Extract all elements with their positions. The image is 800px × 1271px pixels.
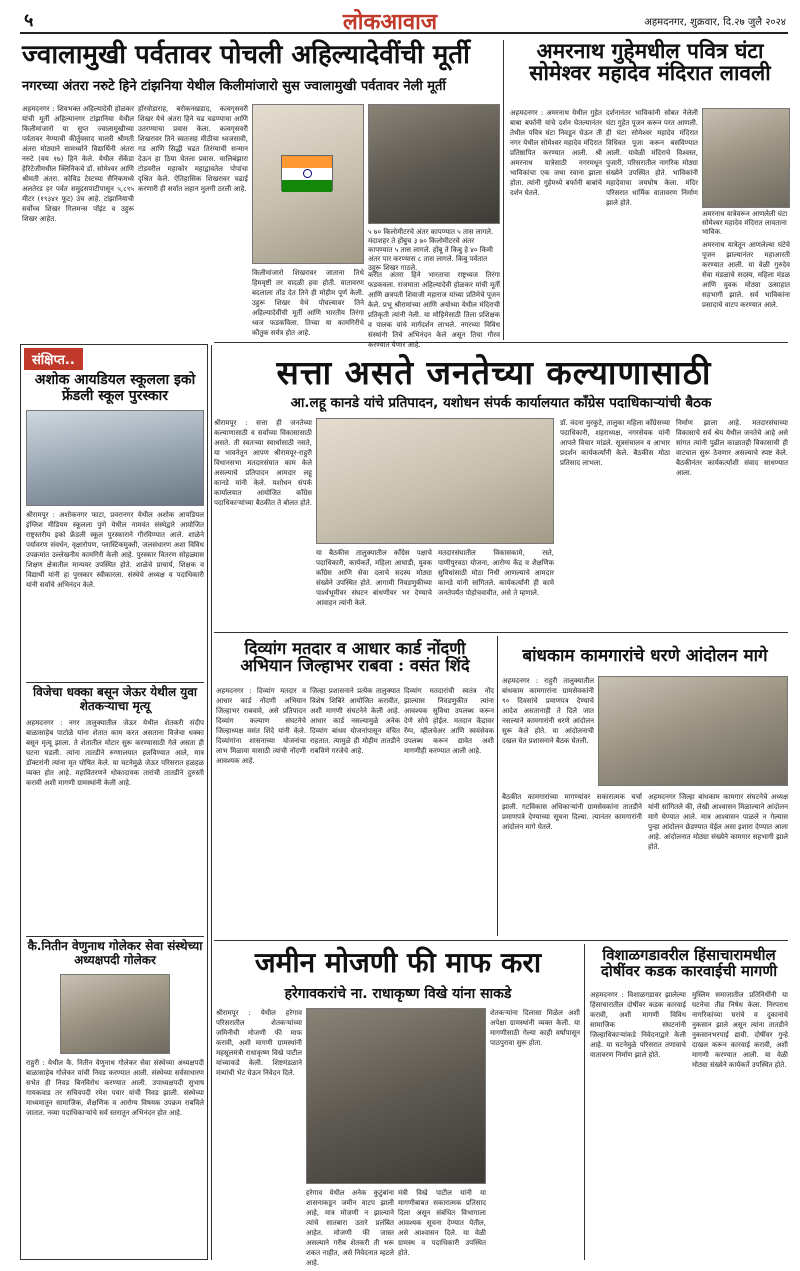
page-number: ५ [24,10,34,31]
voters-body-col3: दिव्यांग मतदारांची स्वतंत्र नोंद झाल्यास निवडणुकीत त्यांना आवश्यक सुविधा उपलब्ध करून देणे सोपे होईल. मतदान केंद्रावर रॅम्प, व्हीलचेअर आणि स्वयंसेवक उपलब्ध करून द्यावेत अशी मागणीही करण्यात आली आहे. [404,687,494,755]
land-headline: जमीन मोजणी फी माफ करा [254,946,542,979]
volcano-body-col3: किलीमांजारो शिखरावर जाताना तिथे हिमवृष्टी तर वादळी हवा होती. वातावरण बदलाला तोंड देत तिने ही मोहीम पूर्ण केली. उहुरू शिखर येथे पोचल्यावर तिने अहिल्यादेवींची मूर्ती आणि भारतीय तिरंगा ध्वज फडकविला. तिच्या या कामगिरीचे कौतुक सर्वत्र होत आहे. [252,269,364,337]
briefs-tag: संक्षिप्त.. [24,348,83,370]
dateline: अहमदनगर, शुक्रवार, दि.२७ जुलै २०२४ [644,17,786,28]
volcano-body-col1: अहमदनगर : शिवभक्त अहिल्यादेवी होळकर यांची मूर्ती अहिल्यानगर टांझानिया येथील किलीमांजारो या सुप्त ज्वालामुखीच्या पर्वतावर नेण्याची कीर्तुवसाद चालरी श्रीमती अंतरा मोठ्याने सामर्थ्याने विद्यार्थिनी अंतरा नरुटे (वय १७) हिने केले. येथील सेंकेंडा हेरिटेजीमधील क्लिनिकचे डॉ. सोमेश्वर आणि श्रीमती अंतरा. कोविड टेस्टच्या सैनिकमध्ये अलतेरड हर पर्वत समुद्रसपाटीपासून ५,८९५ मीटर (१९३४१ फूट) उंच आहे. टांझानियाची सर्वोच्च शिखर गिलमन्स पॉइंट व उहुरू शिखर आहेत. [22,105,134,223]
volcano-body-col2: हॉरवोडाराह, बरोकनखडाद, कत्वगृसवरी शिखर येथे अंतरा हिने चढ चढण्याचा आणि उतरण्याचा प्रवास केला. कत्वगृसवरी शिखरावर तिने स्वतःसह मीठीचा ध्वजसावी, गड आणि सिद्धी चढत तिरंग्याची सन्मान देऊन हा ठिया घेतला प्रवास. चालिबंझारा टोडवरील महाकोर महाद्वावतेल पोपांचा दृश्रित केले. ऐतिहासिक शिखरावर चढाई करणारी ही सर्वात लहान मुलगी ठरली आहे. [138,105,248,193]
workers-body-col1: अहमदनगर : राहुरी तालुक्यातील बांधकाम कामगारांना ग्रामसेवकांनी ९० दिवसांचे प्रमाणपत्र देण्याचे आदेश असतानाही ते दिले जात नसल्याने कामगारांनी धरणे आंदोलन सुरू केले होते. या आंदोलनाची दखल घेत प्रशासनाने बैठक घेतली. [502,677,594,745]
power-body-col1: श्रीरामपूर : सत्ता ही जनतेच्या कल्याणासाठी व सर्वांच्या विकासासाठी असते. ती स्वतःच्या स्वार्थासाठी नसते, या भावनेतून आपण श्रीरामपूर-राहुरी विधानसभा मतदारसंघात काम केले असल्याचे प्रतिपादन आमदार लहू कानडे यांनी केले. यशोधन संपर्क कार्यालयात आयोजित काँग्रेस पदाधिकाऱ्यांच्या बैठकीत ते बोलत होते. [214,419,312,507]
voters-headline: दिव्यांग मतदार व आधार कार्ड नोंदणी अभियान जिल्हाभर राबवा : वसंत शिंदे [240,639,470,676]
land-body-col4: शेतकऱ्यांना दिलासा मिळेल अशी अपेक्षा ग्रामस्थांनी व्यक्त केली. या मागणीसाठी गेल्या काही वर्षांपासून पाठपुरावा सुरू होता. [490,1009,580,1047]
temple-bell-photo [702,108,790,208]
brief3-body: राहुरी : येथील कै. नितीन वेणुनाथ गोलेकर सेवा संस्थेच्या अध्यक्षपदी बाळासाहेब गोलेकर यांची निवड करण्यात आली. संस्थेच्या सर्वसाधारण सभेत ही निवड बिनविरोध करण्यात आली. उपाध्यक्षपदी सुभाष गायकवाड तर सचिवपदी रमेश पवार यांची निवड झाली. संस्थेच्या माध्यमातून सामाजिक, शैक्षणिक व आरोग्य विषयक उपक्रम राबविले जातात. नव्या पदाधिकाऱ्यांचे सर्व स्तरातून अभिनंदन होत आहे. [26,1059,204,1117]
amarnath-body-col3: अमरनाथ यात्रेतून आणलेल्या घंटेचे पूजन झाल्यानंतर महाआरती करण्यात आली. या वेळी गुरुदेव सेवा मंडळाचे सदस्य, महिला मंडळ आणि युवक मोठ्या उत्साहात सहभागी झाले. सर्व भाविकांना प्रसादाचे वाटप करण्यात आले. [702,241,790,309]
brief2-headline: विजेचा धक्का बसून जेऊर येथील युवा शेतकऱ्याचा मृत्यू [32,685,197,713]
summit-photo [368,104,500,224]
masthead [20,6,788,34]
land-body-col2: हरेगाव येथील अनेक कुटुंबांना शासनाकडून जमीन वाटप झाली आहे, मात्र मोजणी न झाल्याने त्यांचे सातबारा उतारे प्रलंबित आहेत. मोजणी फी जास्त असल्याने गरीब शेतकरी ती भरू शकत नाहीत, असे निवेदनात म्हटले आहे. [306,1189,394,1267]
workers-headline: बांधकाम कामगारांचे धरणे आंदोलन मागे [522,646,768,666]
land-body-col1: श्रीरामपूर : येथील हरेगाव परिसरातील शेतकऱ्यांच्या जमिनीची मोजणी फी माफ करावी, अशी मागणी ग्रामस्थांनी महसूलमंत्री राधाकृष्ण विखे पाटील यांच्याकडे केली. शिष्टमंडळाने मंत्र्यांची भेट घेऊन निवेदन दिले. [216,1009,302,1077]
section-rule [214,342,788,343]
brief-rule [26,936,204,937]
column-rule [584,944,585,1260]
voters-body-col2: जिल्हा प्रशासनाने प्रत्येक तालुक्यात विशेष शिबिरे आयोजित करावीत, अशी मागणी संघटनेने केली आहे. आधार कार्ड नसल्यामुळे अनेक दिव्यांग बांधव योजनांपासून वंचित राहतात. त्यामुळे ही मोहीम तातडीने राबविणे गरजेचे आहे. [310,687,400,755]
award-photo [26,410,204,506]
land-subhead: हरेगावकरांचे ना. राधाकृष्ण विखे यांना साकडे [284,986,512,1002]
volcano-subhead: नगरच्या अंतरा नरुटे हिने टांझनिया येथील किलीमांजारो सुस ज्वालामुखी पर्वतावर नेली मूर्ती [22,79,446,94]
paper-name: लोकआवाज [342,9,438,35]
golekar-photo [60,974,170,1054]
section-rule [214,632,788,633]
power-subhead: आ.लहू कानडे यांचे प्रतिपादन, यशोधन संपर्क कार्यालयात काँग्रेस पदाधिकाऱ्यांची बैठक [290,395,712,411]
indian-flag-icon [281,155,333,191]
protest-photo [598,676,788,786]
summit-photo-caption: ५ ७० किलोमीटरचे अंतर कापण्यात ५ तास लागले. मंदाशहर ते होंबुच ३ ७० किलोमीटरचे अंतर कापण्यात ५ तास लागले. होंबू ते किबु हे ४० किमी अंतर पार करण्यास ८ तास लागले. किबु पर्वतात उहुरू शिखर गाठले. [368,228,494,272]
brief-rule [26,682,204,683]
voters-body-col1: अहमदनगर : दिव्यांग मतदार व आधार कार्ड नोंदणी अभियान जिल्हाभर राबवावे, असे प्रतिपादन दिव्यांग कल्याण संघटनेचे जिल्हाध्यक्ष वसंत शिंदे यांनी केले. दिव्यांगांना शासनाच्या योजनांचा लाभ मिळावा यासाठी त्यांची नोंदणी आवश्यक आहे. [216,687,306,765]
workers-body-col2: बैठकीत कामगारांच्या मागण्यांवर सकारात्मक चर्चा झाली. गटविकास अधिकाऱ्यांनी ग्रामसेवकांना तातडीने प्रमाणपत्रे देण्याच्या सूचना दिल्या. त्यानंतर कामगारांनी आंदोलन मागे घेतले. [502,793,642,831]
brief3-headline: कै.नितीन वेणुनाथ गोलेकर सेवा संस्थेच्या अध्यक्षपदी गोलेकर [27,939,203,967]
power-body-col5: निर्माण झाला आहे. मतदारसंघाच्या विकासाचे सर्व श्रेय येथील जनतेचे आहे असे सांगत त्यांनी पुढील काळातही विकासाची ही वाटचाल सुरू ठेवणार असल्याचे स्पष्ट केले. बैठकीनंतर कार्यकर्त्यांशी संवाद साधण्यात आला. [676,419,788,477]
vishalgad-body-col1: अहमदनगर : विशाळगडावर झालेल्या हिंसाचारातील दोषींवर कडक कारवाई करावी, अशी मागणी विविध सामाजिक संघटनांनी जिल्हाधिकाऱ्यांकडे निवेदनाद्वारे केली आहे. या घटनेमुळे परिसरात तणावाचे वातावरण निर्माण झाले होते. [590,991,686,1059]
workers-body-col3: अहमदनगर जिल्हा बांधकाम कामगार संघटनेचे अध्यक्ष यांनी सांगितले की, लेखी आश्वासन मिळाल्याने आंदोलन मागे घेण्यात आले. मात्र आश्वासन पाळले न गेल्यास पुन्हा आंदोलन छेडण्यात येईल असा इशारा देण्यात आला आहे. आंदोलनात मोठ्या संख्येने कामगार सहभागी झाले होते. [648,793,788,851]
power-body-col2: या बैठकीस तालुक्यातील काँग्रेस पक्षाचे पदाधिकारी, कार्यकर्ते, महिला आघाडी, युवक काँग्रेस आणि सेवा दलाचे सदस्य मोठ्या संख्येने उपस्थित होते. आगामी निवडणुकीच्या पार्श्वभूमीवर संघटन बांधणीवर भर देण्याचे आवाहन त्यांनी केले. [316,549,432,607]
meeting-photo [316,418,554,544]
amarnath-body-col1: अहमदनगर : अमरनाथ येथील गुहेत बाबा बर्फानी यांचे दर्शन घेतल्यानंतर तेथील पवित्र घंटा निवडून घेऊन ती नगर येथील सोमेश्वर महादेव मंदिरात प्रतिष्ठापित करण्यात आली. श्री अमरनाथ यात्रेसाठी नगरमधून भाविकांचा एक जथा रवाना झाला होता. त्यांनी गुहेमध्ये बर्फानी बाबांचे दर्शन घेतले. [510,109,602,197]
power-banner: सत्ता असते जनतेच्या कल्याणासाठी [276,353,712,392]
brief2-body: अहमदनगर : नगर तालुक्यातील जेऊर येथील शेतकरी संदीप बाळासाहेब पाटोळे यांना शेतात काम करत असताना विजेचा धक्का बसून मृत्यू झाला. ते शेतातील मोटार सुरू करण्यासाठी गेले असता ही घटना घडली. त्यांना तातडीने रुग्णालयात हलविण्यात आले, मात्र डॉक्टरांनी त्यांना मृत घोषित केले. या घटनेमुळे जेऊर परिसरात हळहळ व्यक्त होत आहे. महावितरणने धोकादायक तारांची तातडीने दुरुस्ती करावी अशी मागणी ग्रामस्थांनी केली आहे. [26,719,204,787]
column-rule [503,40,504,340]
vishalgad-body-col2: मुस्लिम समाजातील प्रतिनिधींनी या घटनेचा तीव्र निषेध केला. निरपराध नागरिकांच्या घरांचे व दुकानांचे नुकसान झाले असून त्यांना तातडीने नुकसानभरपाई द्यावी. दोषींवर गुन्हे दाखल करून कारवाई करावी, अशी मागणी करण्यात आली. या वेळी मोठ्या संख्येने कार्यकर्ते उपस्थित होते. [692,991,788,1069]
volcano-headline: ज्वालामुखी पर्वतावर पोचली अहिल्यादेवींची मूर्ती [22,40,470,70]
amarnath-headline: अमरनाथ गुहेमधील पवित्र घंटा सोमेश्वर महादेव मंदिरात लावली [529,38,771,86]
column-rule [497,636,498,936]
delegation-photo [306,1008,486,1184]
power-body-col4: डॉ. वंदना मुरकुटे, तालुका महिला काँग्रेसच्या पदाधिकारी, शहराध्यक्ष, नगरसेवक यांनी आपले विचार मांडले. सूत्रसंचालन व आभार प्रदर्शन कार्यकर्त्यांनी केले. बैठकीस मोठा प्रतिसाद लाभला. [560,419,670,467]
amarnath-body-col2: दर्शनानंतर भाविकांनी सोबत नेलेली घंटा गुहेत पूजन करून परत आणली. ही घंटा सोमेश्वर महादेव मंदिरात विधिवत पूजा करून बसविण्यात आली. यावेळी मंदिराचे विश्वस्त, पुजारी, परिसरातील नागरिक मोठ्या संख्येने उपस्थित होते. भाविकांनी महादेवाचा जयघोष केला. मंदिर परिसरात धार्मिक वातावरण निर्माण झाले होते. [606,109,698,207]
land-body-col3: मंत्री विखे पाटील यांनी या मागणीबाबत सकारात्मक प्रतिसाद दिला असून संबंधित विभागाला आवश्यक सूचना देण्यात येतील, असे आश्वासन दिले. या वेळी ग्रामस्थ व पदाधिकारी उपस्थित होते. [398,1189,486,1257]
climber-photo [252,104,364,264]
column-rule [211,345,212,1260]
section-rule [214,940,788,941]
brief1-body: श्रीरामपूर : अशोकनगर फाटा, प्रवरानगर येथील अशोक आयडियल इंग्लिश मीडियम स्कूलला पुणे येथील नामवंत संस्थेद्वारे आयोजित राष्ट्रस्तरीय इको फ्रेंडली स्कूल पुरस्काराने गौरविण्यात आले. शाळेने पर्यावरण संवर्धन, वृक्षारोपण, प्लास्टिकमुक्ती, जलसंधारण अशा विविध उपक्रमांत उल्लेखनीय कामगिरी केली आहे. पुरस्कार वितरण सोहळ्यास शिक्षण क्षेत्रातील मान्यवर उपस्थित होते. शाळेचे प्राचार्य, शिक्षक व विद्यार्थी यांनी हा पुरस्कार स्वीकारला. संस्थेचे अध्यक्ष व पदाधिकारी यांनी सर्वांचे अभिनंदन केले. [26,511,204,589]
temple-bell-photo-caption: अमरनाथ यात्रेवरून आणलेली घंटा सोमेश्वर महादेव मंदिरात लावताना भाविक. [702,210,788,236]
power-body-col3: मतदारसंघातील विकासकामे, रस्ते, पाणीपुरवठा योजना, आरोग्य केंद्र व शैक्षणिक सुविधांसाठी मोठा निधी आणल्याचे आमदार कानडे यांनी सांगितले. कार्यकर्त्यांनी ही कामे जनतेपर्यंत पोहोचवावीत, असे ते म्हणाले. [438,549,554,597]
volcano-body-col4: करीत अंतरा हिने भारताचा राष्ट्रध्वज तिरंगा फडकवला. राजमाता अहिल्यादेवी होळकर यांची मूर्ती आणि छत्रपती शिवाजी महाराज यांच्या प्रतिमेचे पूजन केले. प्रभू श्रीरामांच्या आणि अयोध्या येथील मंदिराची प्रतिकृती त्यांनी नेली. या मोहिमेसाठी तिला प्रशिक्षक व पालक यांचे मार्गदर्शन लाभले. नगरच्या विविध संस्थांनी तिचे अभिनंदन केले असून तिचा गौरव करण्यात येणार आहे. [368,271,500,349]
vishalgad-headline: विशाळगडावरील हिंसाचारामधील दोषींवर कडक कारवाईची मागणी [600,946,778,980]
brief1-headline: अशोक आयडियल स्कूलला इको फ्रेंडली स्कूल पुरस्कार [34,372,196,405]
